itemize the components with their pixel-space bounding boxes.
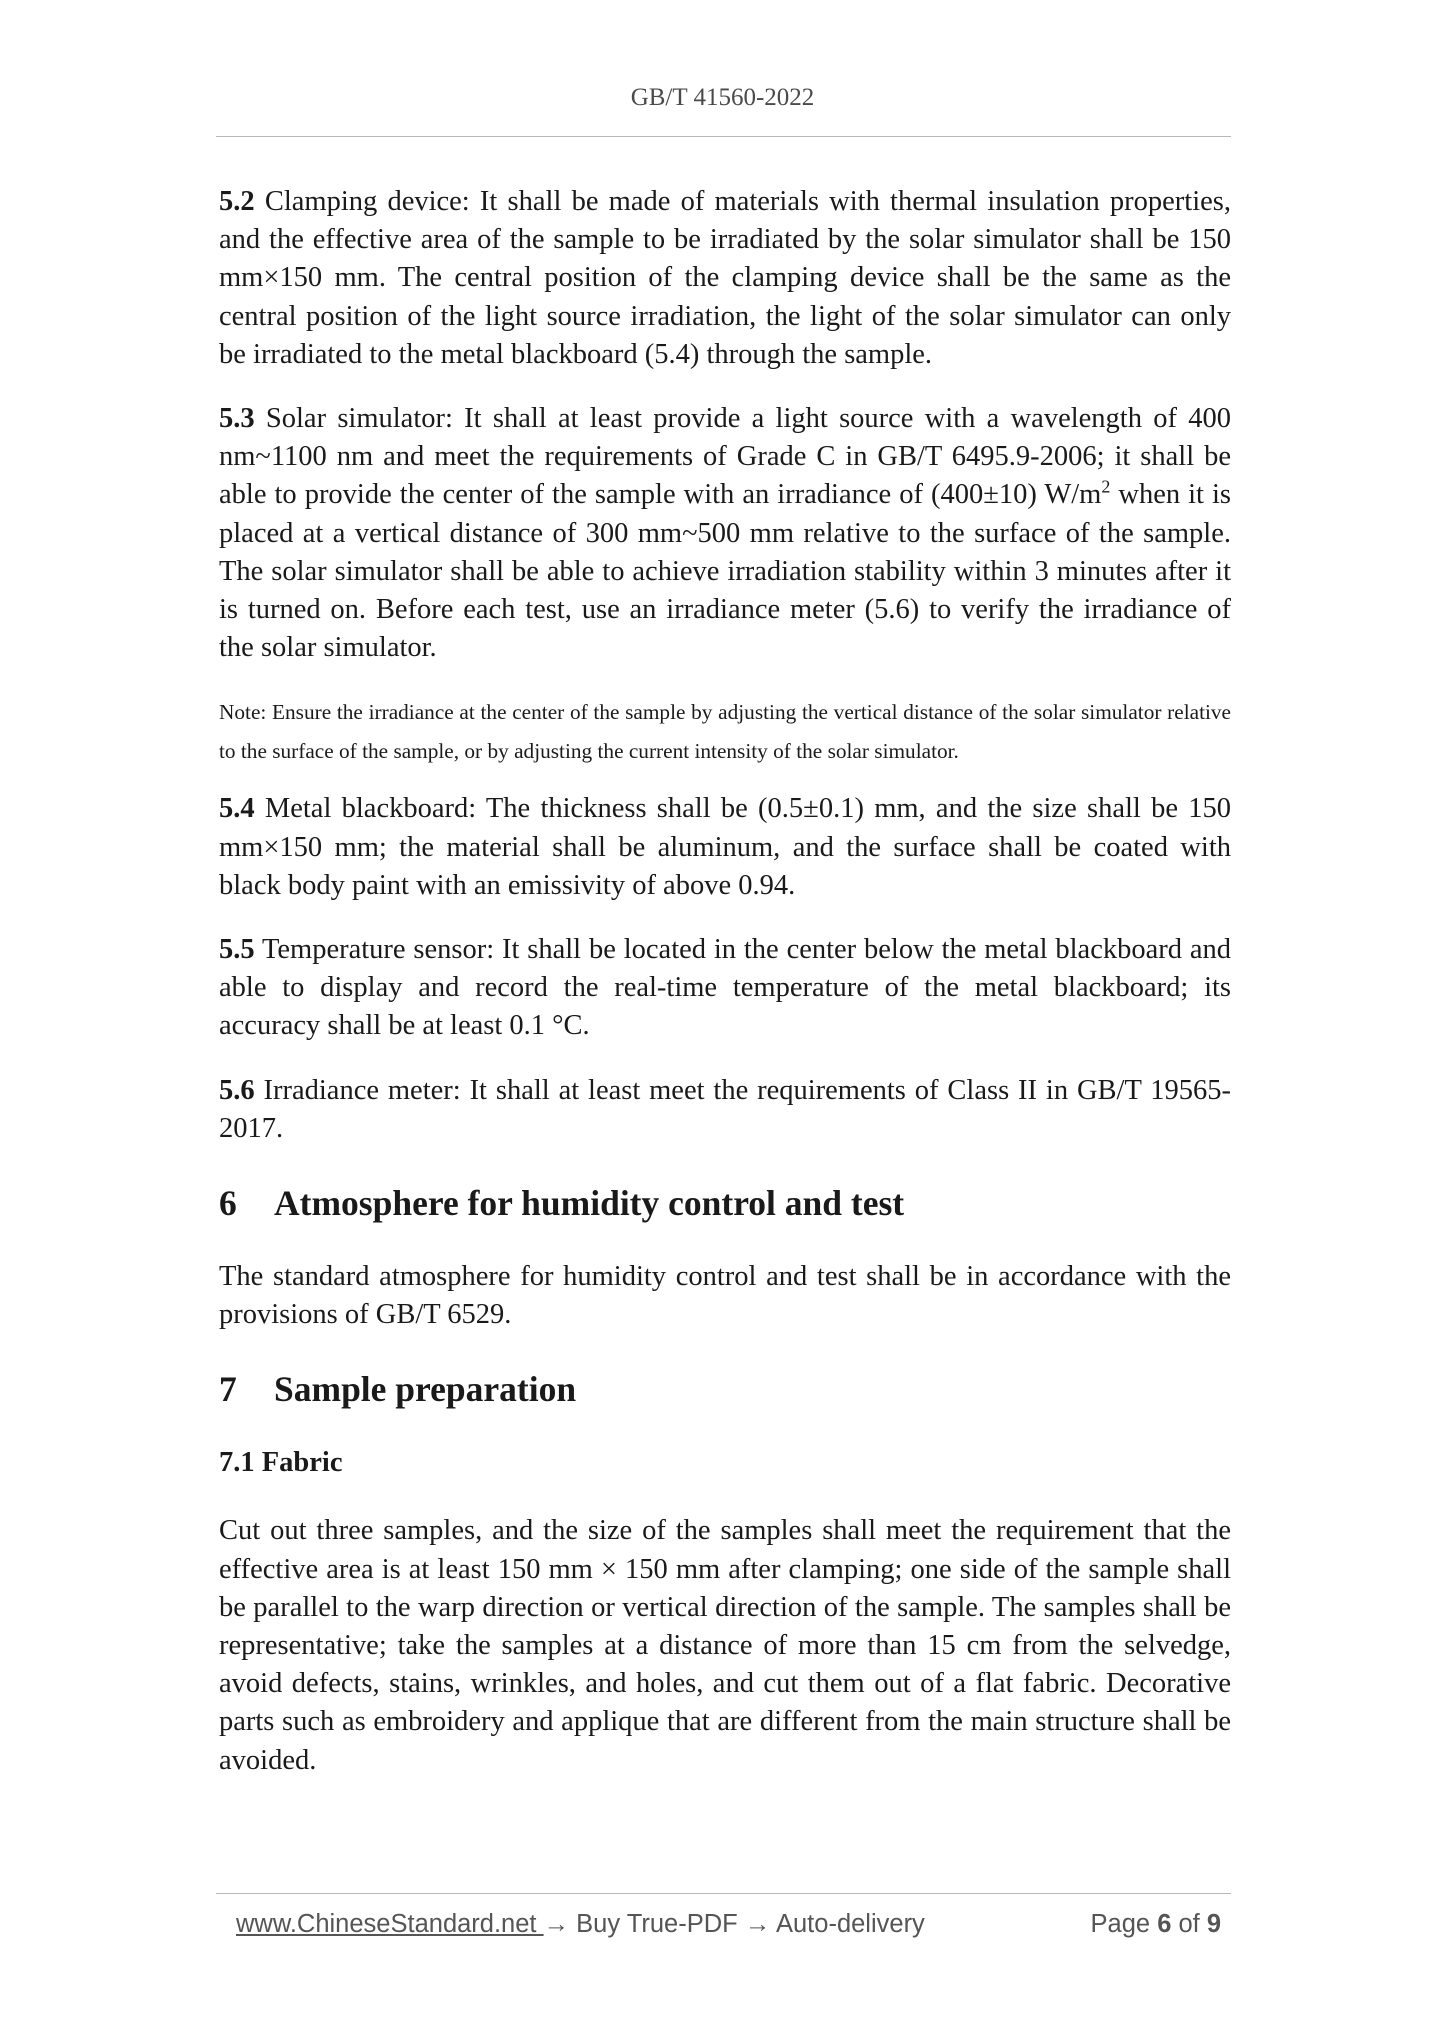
header-divider	[216, 136, 1231, 137]
auto-delivery-text: Auto-delivery	[770, 1910, 925, 1938]
section-heading-6	[219, 1182, 1231, 1224]
section-6-text: The standard atmosphere for humidity control and test shall be in accordance with the provisions of GB/T 6529.	[219, 1261, 1231, 1331]
clause-number: 5.2	[219, 186, 255, 217]
footer-divider	[216, 1893, 1231, 1894]
clause-number: 5.3	[219, 403, 255, 435]
superscript: 2	[1101, 476, 1111, 497]
section-heading-7	[219, 1368, 1231, 1410]
clause-5-5	[219, 931, 1231, 1046]
buy-pdf-text: Buy True-PDF	[569, 1910, 745, 1938]
section-number: 6	[219, 1183, 237, 1224]
clause-5-4	[219, 790, 1231, 905]
clause-5-2	[219, 183, 1231, 374]
clause-text: Metal blackboard: The thickness shall be (0.5±0.1) mm, and the size shall be 150 mm×150 mm; the material shall be aluminum, and the surface shall be coated with black body paint with an emissivity of above 0.94.	[219, 793, 1231, 901]
section-number: 7	[219, 1369, 237, 1410]
arrow-right-icon: →	[543, 1910, 570, 1938]
clause-number: 5.6	[219, 1074, 255, 1106]
clause-number: 5.4	[219, 793, 255, 825]
clause-text: Solar simulator: It shall at least provide a light source with a wavelength of 400 nm~1100 nm and meet the requirements of Grade C in GB/T 6495.9-2006; it shall be able to provide the center of the sample with an irradiance of (400±10) W/m	[219, 403, 1231, 511]
section-title: Sample preparation	[274, 1369, 577, 1410]
page-indicator	[1091, 1910, 1221, 1939]
page-number: 6	[1157, 1910, 1172, 1938]
note: Note: Ensure the irradiance at the center of the sample by adjusting the vertical distance of the solar simulator relative to the surface of the sample, or by adjusting the current intensity of the solar simulator.	[219, 700, 1231, 763]
of-label: of	[1171, 1910, 1207, 1938]
page-footer	[236, 1910, 1221, 1944]
section-7-1-text: Cut out three samples, and the size of the samples shall meet the requirement that the effective area is at least 150 mm × 150 mm after clamping; one side of the sample shall be parallel to the warp direction or vertical direction of the sample. The samples shall be representative; take the samples at a distance of more than 15 cm from the selvedge, avoid defects, stains, wrinkles, and holes, and cut them out of a flat fabric. Decorative parts such as embroidery and applique that are different from the main structure shall be avoided.	[219, 1515, 1231, 1776]
clause-text: Irradiance meter: It shall at least meet the requirements of Class II in GB/T 19565-2017.	[219, 1074, 1231, 1144]
clause-text: Clamping device: It shall be made of materials with thermal insulation properties, and the effective area of the sample to be irradiated by the solar simulator shall be 150 mm×150 mm. The central position of the clamping device shall be the same as the central position of the light source irradiation, the light of the solar simulator can only be irradiated to the metal blackboard (5.4) through the sample.	[219, 186, 1231, 370]
document-header: GB/T 41560-2022	[630, 84, 815, 111]
arrow-right-icon: →	[744, 1910, 771, 1938]
page-label: Page	[1090, 1910, 1158, 1938]
clause-5-6	[219, 1072, 1231, 1148]
clause-text: when it is placed at a vertical distance of 300 mm~500 mm relative to the surface of the sample. The solar simulator shall be able to achieve irradiation stability within 3 minutes after it is turned on. Before each test, use an irradiance meter (5.6) to verify the irradiance of the solar simulator.	[219, 479, 1232, 664]
clause-text: Temperature sensor: It shall be located in the center below the metal blackboard and able to display and record the real-time temperature of the metal blackboard; its accuracy shall be at least 0.1 °C.	[219, 934, 1231, 1042]
footer-links	[236, 1910, 925, 1939]
website-link[interactable]: www.ChineseStandard.net	[236, 1910, 544, 1938]
subsection-heading-7-1: 7.1 Fabric	[219, 1447, 343, 1479]
total-pages: 9	[1206, 1910, 1221, 1938]
clause-5-3	[219, 400, 1231, 667]
page-content	[219, 183, 1231, 1780]
clause-number: 5.5	[219, 934, 255, 966]
section-title: Atmosphere for humidity control and test	[274, 1183, 905, 1224]
